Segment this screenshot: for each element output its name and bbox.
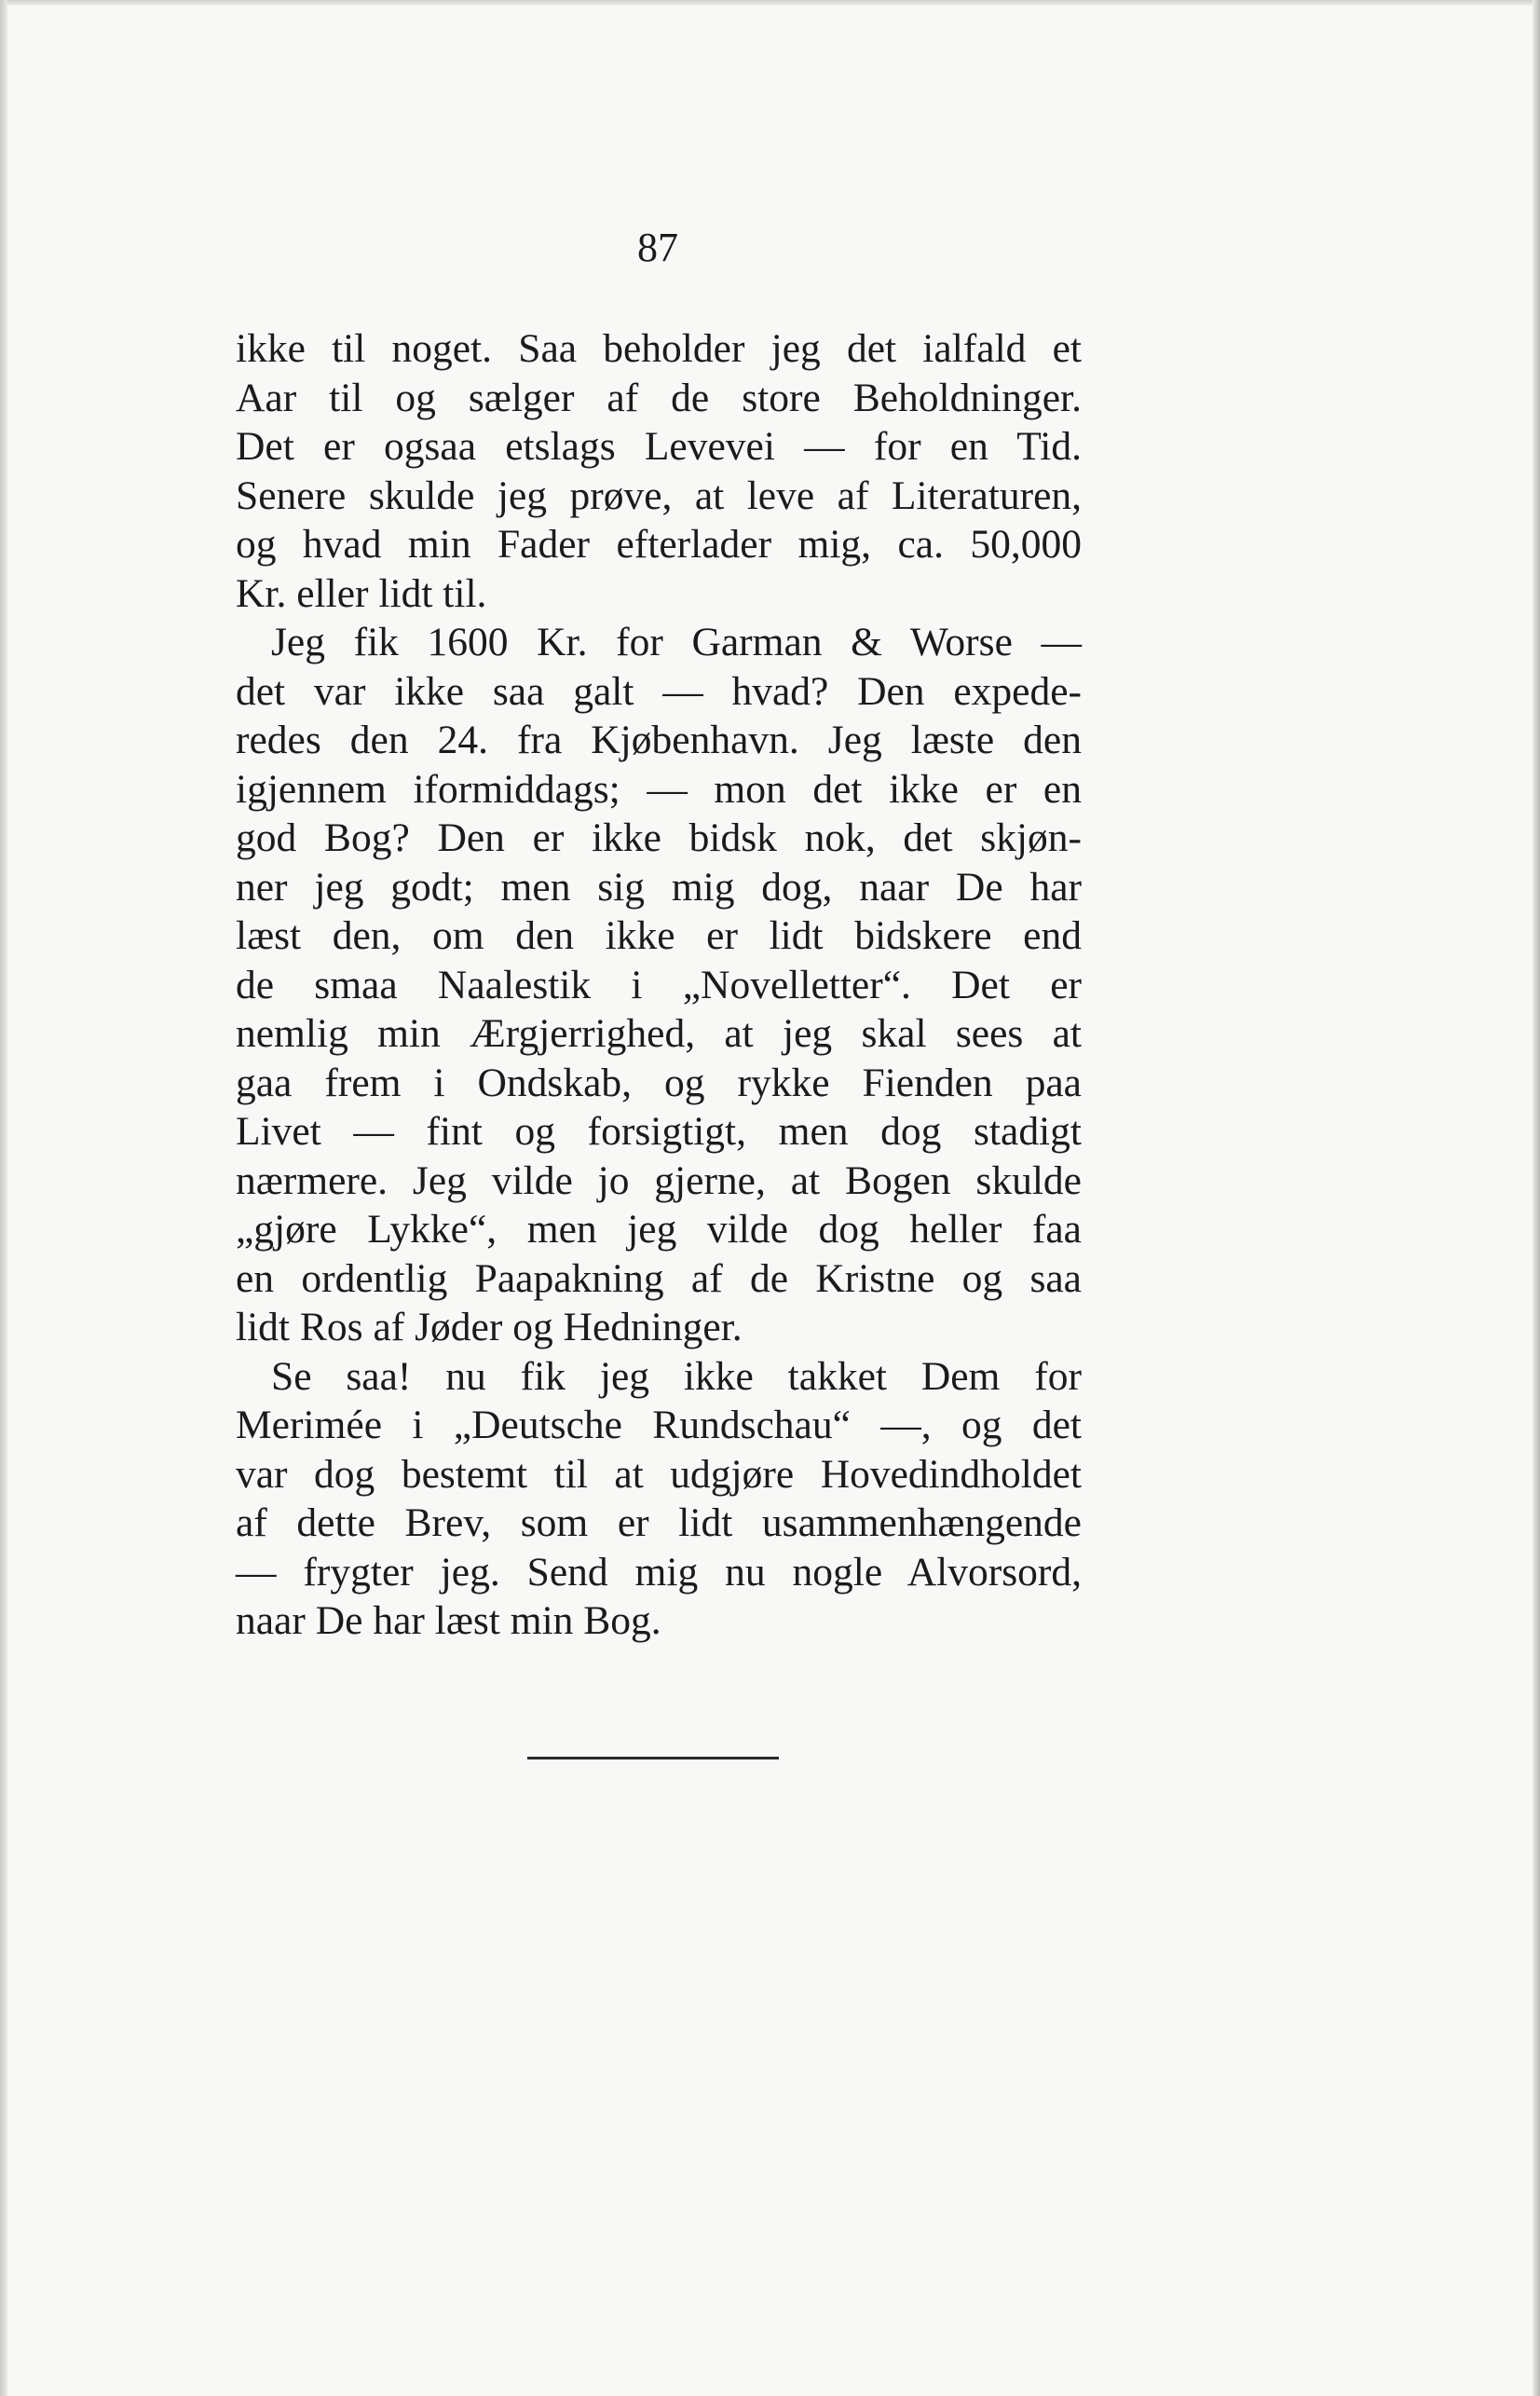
text-line: igjennem iformiddags; — mon det ikke er en (236, 766, 1082, 812)
text-line: Kr. eller lidt til. (236, 570, 487, 616)
paragraph-1 (236, 324, 1082, 618)
text-line: Jeg fik 1600 Kr. for Garman & Worse — (271, 620, 1082, 664)
text-line: Livet — fint og forsigtigt, men dog stadigt (236, 1109, 1082, 1154)
page-edge-top (0, 0, 1540, 6)
text-line: „gjøre Lykke“, men jeg vilde dog heller faa (236, 1207, 1082, 1252)
text-line: en ordentlig Paapakning af de Kristne og saa (236, 1255, 1082, 1301)
text-line: Senere skulde jeg prøve, at leve af Literaturen, (236, 472, 1082, 518)
text-line: god Bog? Den er ikke bidsk nok, det skjøn- (236, 815, 1082, 860)
text-line: og hvad min Fader efterlader mig, ca. 50,000 (236, 522, 1082, 567)
text-line: var dog bestemt til at udgjøre Hovedindholdet (236, 1451, 1082, 1497)
text-line: de smaa Naalestik i „Novelletter“. Det er (236, 962, 1082, 1007)
text-line: Merimée i „Deutsche Rundschau“ —, og det (236, 1403, 1082, 1447)
end-rule-divider (527, 1757, 779, 1759)
text-line: nemlig min Ærgjerrighed, at jeg skal sees at (236, 1011, 1082, 1056)
text-line: Aar til og sælger af de store Beholdninger. (236, 375, 1082, 420)
text-line: redes den 24. fra Kjøbenhavn. Jeg læste den (236, 718, 1082, 762)
text-line: gaa frem i Ondskab, og rykke Fienden paa (236, 1060, 1082, 1105)
text-line: lidt Ros af Jøder og Hedninger. (236, 1305, 743, 1349)
text-line: nærmere. Jeg vilde jo gjerne, at Bogen skulde (236, 1157, 1082, 1203)
text-line: læst den, om den ikke er lidt bidskere end (236, 913, 1082, 958)
text-line: det var ikke saa galt — hvad? Den expede- (236, 668, 1082, 714)
text-line: af dette Brev, som er lidt usammenhængende (236, 1500, 1082, 1545)
text-line: Se saa! nu fik jeg ikke takket Dem for (271, 1353, 1082, 1399)
paragraph-3 (236, 1352, 1082, 1646)
text-line: Det er ogsaa etslags Levevei — for en Tid. (236, 424, 1082, 469)
paragraph-2 (236, 618, 1082, 1352)
page-number: 87 (637, 225, 678, 270)
text-line: naar De har læst min Bog. (236, 1598, 661, 1643)
text-line: — frygter jeg. Send mig nu nogle Alvorsord, (236, 1549, 1082, 1595)
page-edge-left (0, 0, 7, 2396)
page-edge-right (1533, 0, 1540, 2396)
text-block (236, 324, 1082, 1646)
text-line: ikke til noget. Saa beholder jeg det ialfald et (236, 326, 1082, 371)
text-line: ner jeg godt; men sig mig dog, naar De har (236, 864, 1082, 910)
